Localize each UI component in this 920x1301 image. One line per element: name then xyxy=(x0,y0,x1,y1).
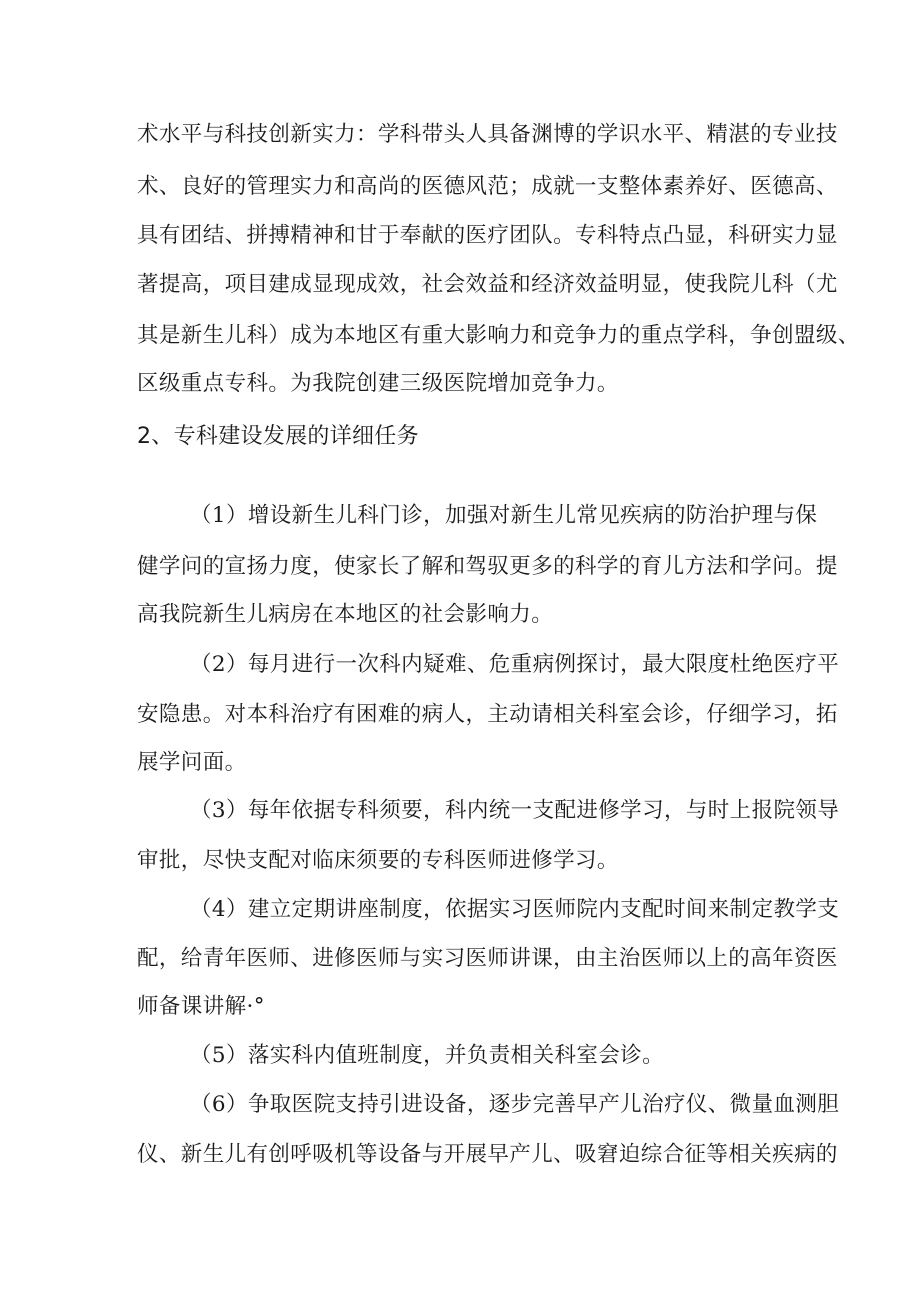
text-line: 仪、新生儿有创呼吸机等设备与开展早产儿、吸窘迫综合征等相关疾病的 xyxy=(137,1142,838,1167)
section-heading: 2、专科建设发展的详细任务 xyxy=(137,424,419,449)
text-line: 师备课讲解·° xyxy=(137,994,265,1019)
text-line: （4）建立定期讲座制度，依据实习医师院内支配时间来制定教学支 xyxy=(190,897,840,922)
text-line: 术、良好的管理实力和高尚的医德风范；成就一支整体素养好、医德高、 xyxy=(137,174,838,199)
text-line: 著提高，项目建成显现成效，社会效益和经济效益明显，使我院儿科（尤 xyxy=(137,272,838,297)
text-line: （1）增设新生儿科门诊，加强对新生儿常见疾病的防治护理与保 xyxy=(190,503,818,528)
text-line: （2）每月进行一次科内疑难、危重病例探讨，最大限度杜绝医疗平 xyxy=(190,652,840,677)
text-line: 安隐患。对本科治疗有困难的病人，主动请相关科室会诊，仔细学习，拓 xyxy=(137,702,838,727)
text-line: 展学问面。 xyxy=(137,750,247,775)
text-line: 审批，尽快支配对临床须要的专科医师进修学习。 xyxy=(137,848,619,873)
text-line: 配，给青年医师、进修医师与实习医师讲课，由主治医师以上的高年资医 xyxy=(137,946,838,971)
text-line: （3）每年依据专科须要，科内统一支配进修学习，与时上报院领导 xyxy=(190,798,840,823)
text-line: 具有团结、拼搏精神和甘于奉献的医疗团队。专科特点凸显，科研实力显 xyxy=(137,223,838,248)
text-line: 区级重点专科。为我院创建三级医院增加竞争力。 xyxy=(137,371,619,396)
text-line: 高我院新生儿病房在本地区的社会影响力。 xyxy=(137,602,554,627)
text-line: 健学问的宣扬力度，使家长了解和驾驭更多的科学的育儿方法和学问。提 xyxy=(137,554,838,579)
text-line: 其是新生儿科）成为本地区有重大影响力和竞争力的重点学科，争创盟级、 xyxy=(137,323,860,348)
text-line: （5）落实科内值班制度，并负责相关科室会诊。 xyxy=(190,1043,664,1068)
text-line: （6）争取医院支持引进设备，逐步完善早产儿治疗仪、微量血测胆 xyxy=(190,1092,840,1117)
text-line: 术水平与科技创新实力：学科带头人具备渊博的学识水平、精湛的专业技 xyxy=(137,122,838,147)
